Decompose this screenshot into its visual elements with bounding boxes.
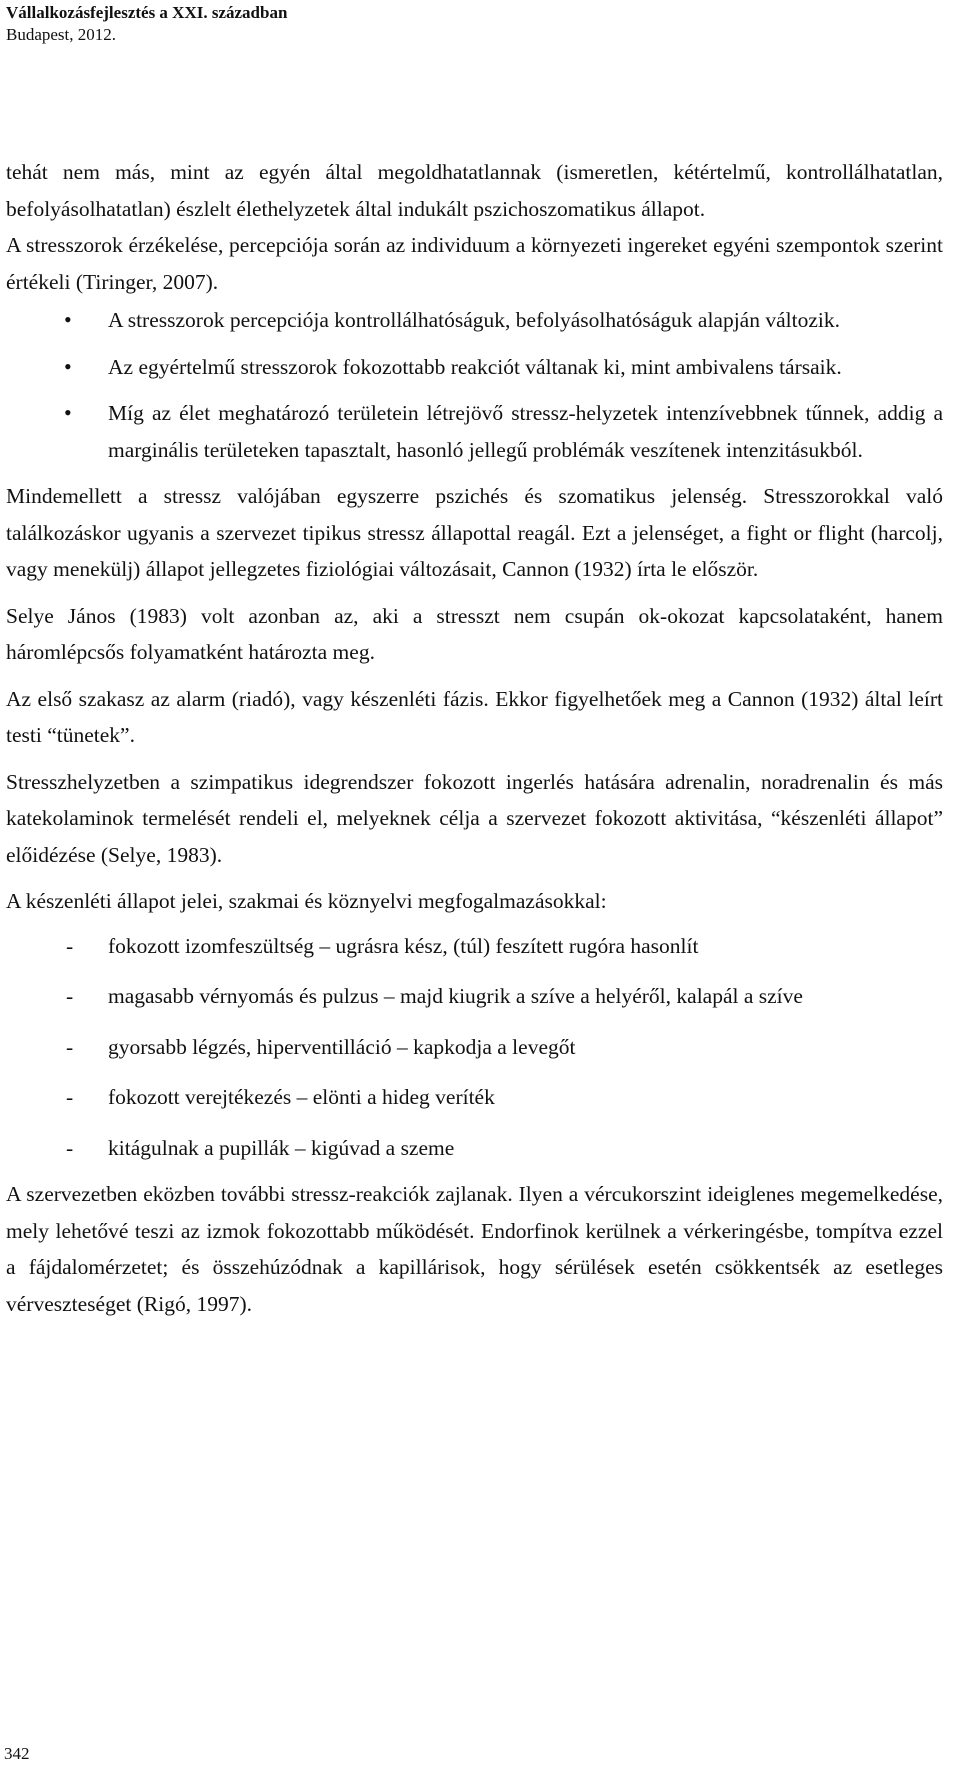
dash-item [6,928,943,965]
dash-text: kitágulnak a pupillák – kigúvad a szeme [108,1135,455,1160]
bullet-text: Az egyértelmű stresszorok fokozottabb reakciót váltanak ki, mint ambivalens társaik. [108,354,842,379]
dash-item [6,1029,943,1066]
bullet-item [6,302,943,339]
paragraph-alarm-phase: Az első szakasz az alarm (riadó), vagy készenléti fázis. Ekkor figyelhetőek meg a Cannon (1932) által leírt testi “tünetek”. [6,686,943,747]
bullet-icon: • [64,307,72,332]
bullet-text: Míg az élet meghatározó területein létrejövő stressz-helyzetek intenzívebbnek tűnnek, addig a marginális területeken tapasztalt, hasonló jellegű problémák veszítenek intenzitásukból. [108,401,943,462]
dash-text: magasabb vérnyomás és pulzus – majd kiugrik a szíve a helyéről, kalapál a szíve [108,984,803,1008]
dash-marker: - [66,1034,74,1059]
paragraph-readiness-intro: A készenléti állapot jelei, szakmai és köznyelvi megfogalmazásokkal: [6,889,607,913]
bullet-item [6,349,943,386]
dash-text: fokozott verejtékezés – elönti a hideg veríték [108,1085,495,1109]
dash-marker: - [66,1085,74,1109]
dash-item [6,978,943,1015]
dash-text: gyorsabb légzés, hiperventilláció – kapkodja a levegőt [108,1034,576,1059]
bullet-item [6,395,943,468]
bullet-text: A stresszorok percepciója kontrollálhatóságuk, befolyásolhatóságuk alapján változik. [108,308,840,332]
dash-marker: - [66,1135,74,1160]
dash-item [6,1079,943,1116]
paragraph-sympathetic: Stresszhelyzetben a szimpatikus idegrendszer fokozott ingerlés hatására adrenalin, noradrenalin és más katekolaminok termelését rendeli el, melyeknek célja a szervezet fokozott aktivitása, “készenléti állapot” előidézése (Selye, 1983). [6,769,943,867]
paragraph-final: A szervezetben eközben további stressz-reakciók zajlanak. Ilyen a vércukorszint ideiglenes megemelkedése, mely lehetővé teszi az izmok fokozottabb működését. Endorfinok kerülnek a vérkeringésbe, tompítva ezzel a fájdalomérzetet; és összehúzódnak a kapillárisok, hogy sérülések esetén csökkentsék az esetleges vérveszteséget (Rigó, 1997). [6,1182,943,1316]
paragraph-selye: Selye János (1983) volt azonban az, aki a stresszt nem csupán ok-okozat kapcsolataként, hanem háromlépcsős folyamatként határozta meg. [6,603,943,664]
dash-marker: - [66,933,74,958]
dash-marker: - [66,984,74,1008]
paragraph-psychosomatic: Mindemellett a stressz valójában egyszerre pszichés és szomatikus jelenség. Stresszorokkal való találkozáskor ugyanis a szervezet tipikus stressz állapottal reagál. Ezt a jelenséget, a fight or flight (harcolj, vagy menekülj) állapot jellegzetes fiziológiai változásait, Cannon (1932) írta le először. [6,484,943,581]
paragraph-intro: tehát nem más, mint az egyén által megoldhatatlannak (ismeretlen, kétértelmű, kontrollálhatatlan, befolyásolhatatlan) észlelt élethelyzetek által indukált pszichoszomatikus állapot. [6,160,943,221]
page-number: 342 [4,1744,30,1763]
bullet-icon: • [64,400,72,425]
header-place-date: Budapest, 2012. [6,25,117,44]
paragraph-perception: A stresszorok érzékelése, percepciója során az individuum a környezeti ingereket egyéni szempontok szerint értékeli (Tiringer, 2007). [6,233,943,294]
dash-text: fokozott izomfeszültség – ugrásra kész, (túl) feszített rugóra hasonlít [108,933,699,958]
dash-list [6,928,943,1167]
running-header [6,2,287,46]
bullet-list [6,302,943,468]
bullet-icon: • [64,353,72,379]
page-body [6,154,943,1322]
header-title: Vállalkozásfejlesztés a XXI. században [6,3,288,22]
dash-item [6,1130,943,1167]
